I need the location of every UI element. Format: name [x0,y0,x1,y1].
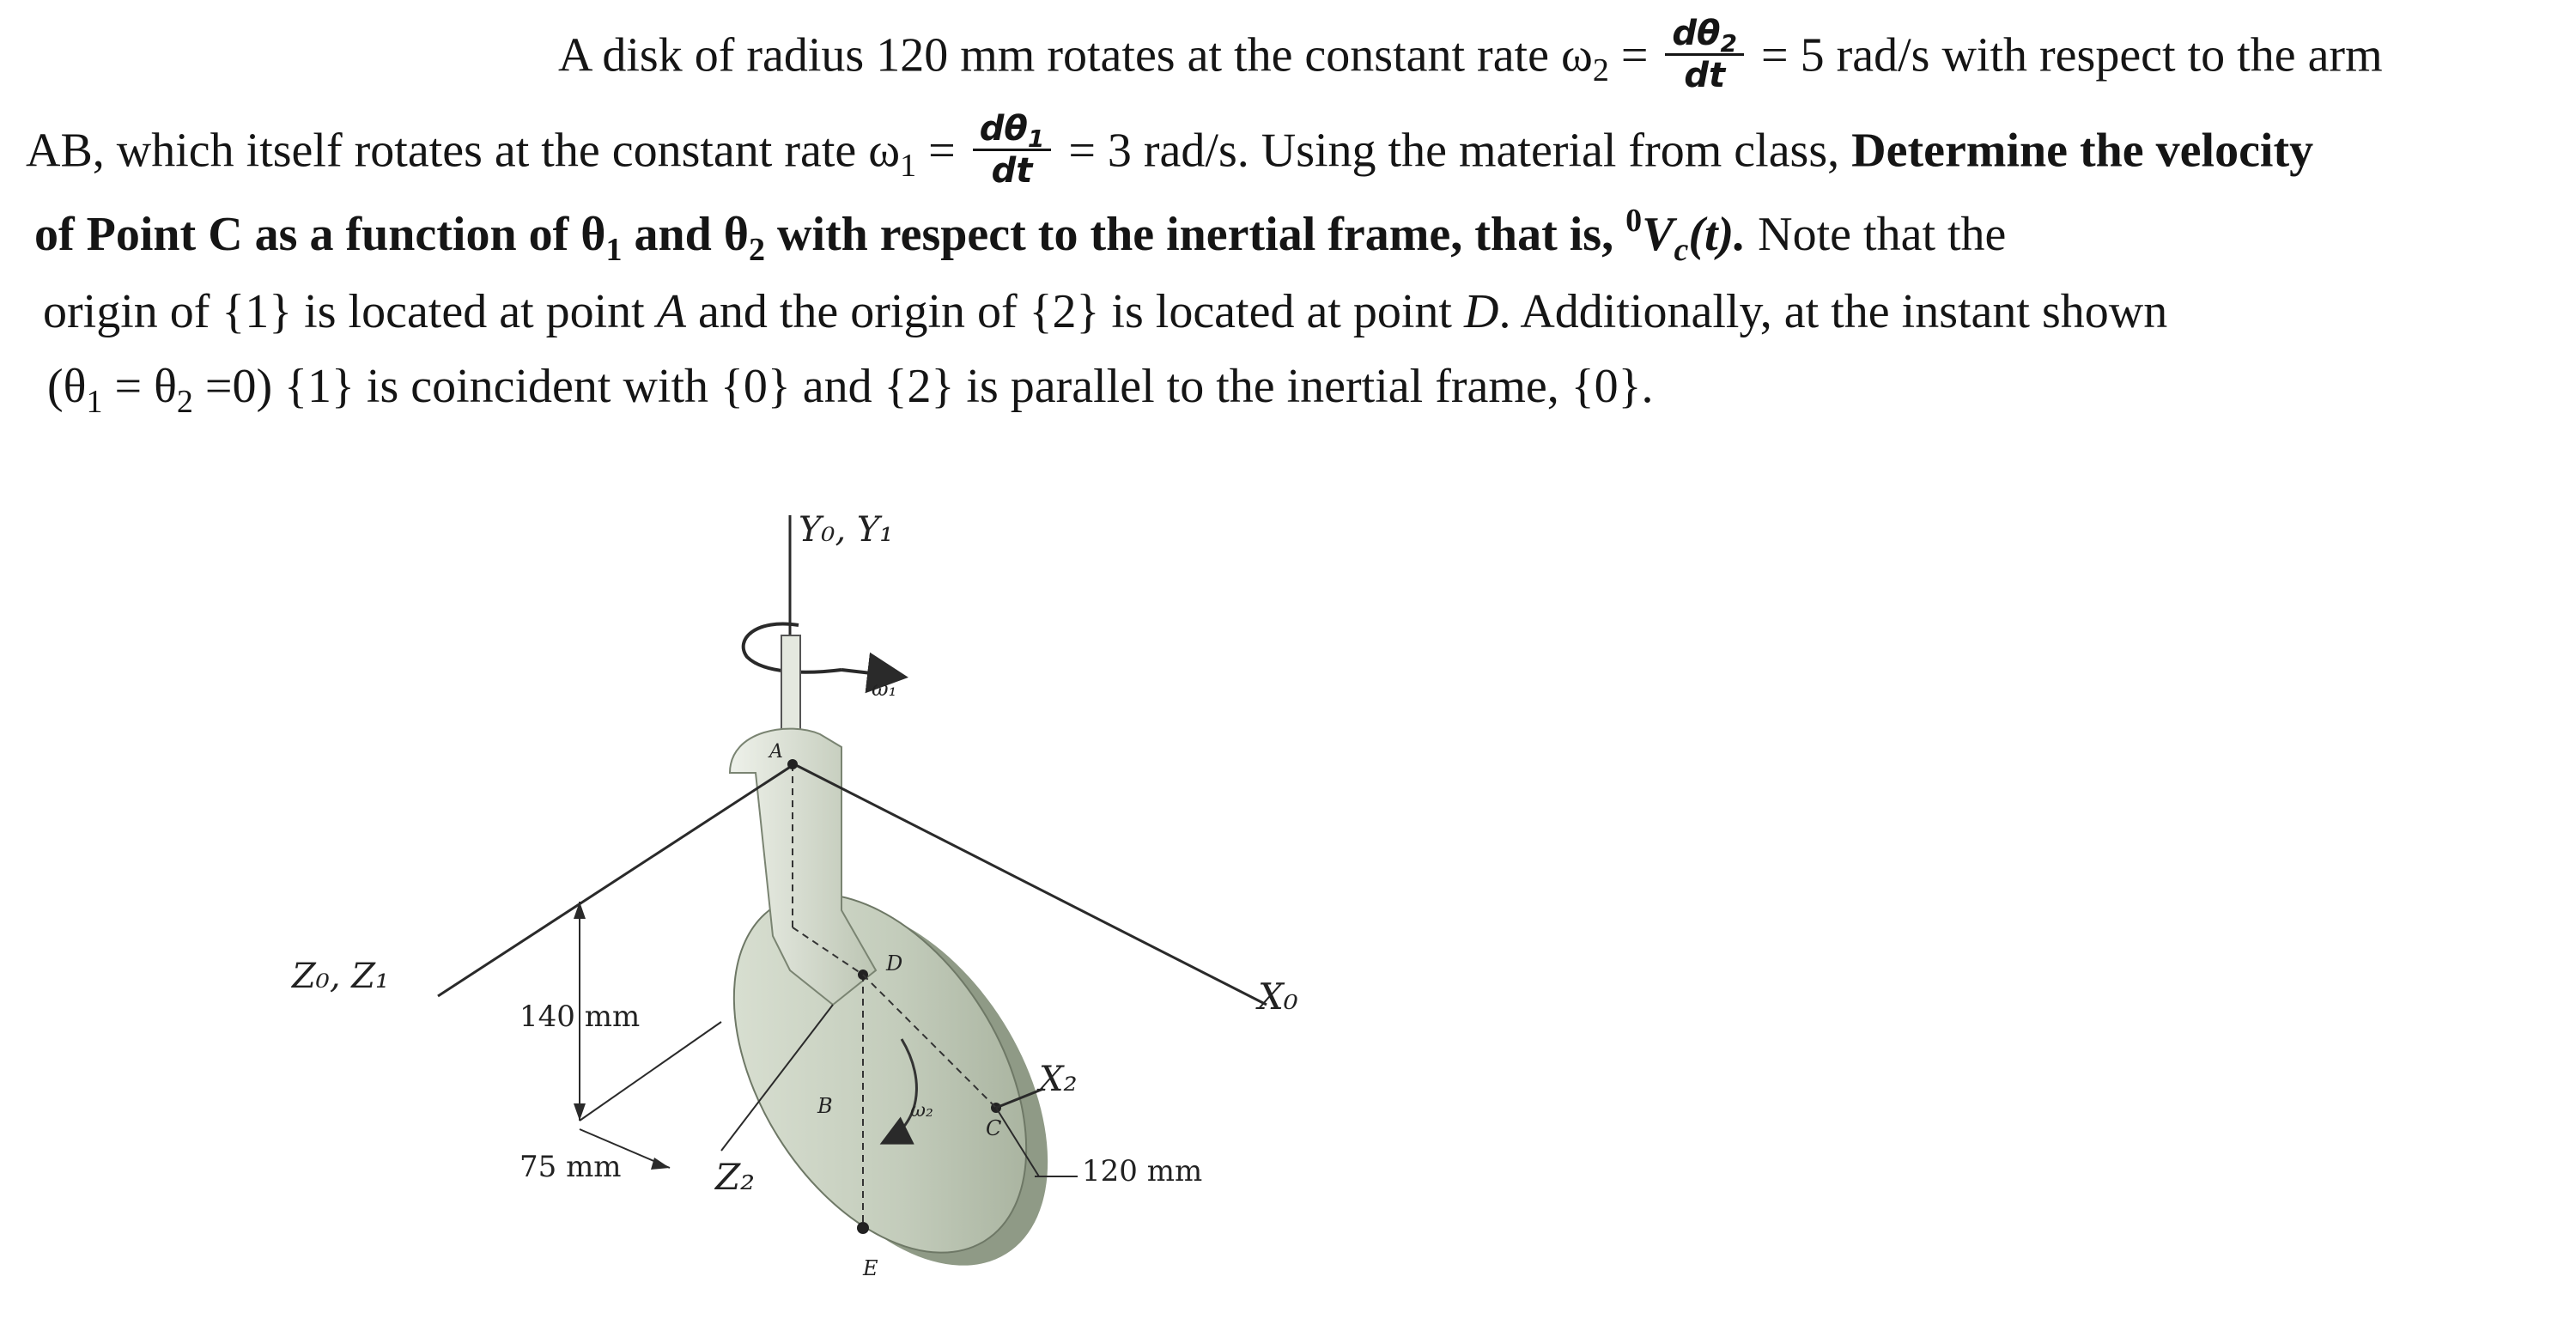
bold-instruction: with respect to the inertial frame, that is, [765,208,1626,261]
label-e: E [863,1256,878,1280]
problem-line-2 [26,109,2314,196]
subscript: 1 [605,232,623,268]
label-b: B [817,1094,833,1118]
text-segment: = 5 rad/s with respect to the arm [1761,28,2383,82]
text-segment: origin of {1} is located at point [43,285,657,338]
problem-line-5 [47,360,1654,420]
bold-instruction: and θ [622,208,749,261]
text-segment: and the origin of {2} is located at point [685,285,1464,338]
equals-sign: = [1620,28,1649,82]
point-a-marker [787,759,798,769]
dim-extension [580,1022,721,1121]
problem-line-4 [43,285,2168,338]
omega1-arrow-tip [841,670,902,677]
dim-140-arrow-top [574,902,586,919]
subscript: c [1674,232,1689,268]
text-segment: = 3 rad/s. Using the material from class, [1068,124,1852,178]
label-x0: X₀ [1258,976,1298,1018]
label-x2: X₂ [1039,1060,1078,1099]
velocity-symbol: V [1642,208,1674,261]
mechanism-diagram [240,489,1357,1314]
subscript: 2 [749,232,765,268]
bold-instruction: Determine the velocity [1851,124,2314,178]
point-e-marker [857,1222,869,1234]
fraction-dtheta2-dt [1665,14,1744,95]
bold-instruction: (t). [1688,208,1747,261]
fraction-numerator: $d\theta_2$ [1665,14,1744,56]
fraction-numerator: $d\theta_1$ [973,109,1052,151]
label-omega2: ω₂ [910,1100,933,1121]
point-a-ref: A [656,285,686,338]
problem-statement [0,0,2576,420]
label-z0-z1: Z₀, Z₁ [292,957,390,996]
label-z2: Z₂ [715,1156,756,1198]
subscript: 2 [176,384,193,420]
text-segment: Note that the [1746,208,2007,261]
text-segment: . Additionally, at the instant shown [1498,285,2168,338]
text-segment: (θ [47,360,87,413]
fraction-denominator: dt [991,151,1033,191]
label-dim-75: 75 mm [519,1150,622,1184]
label-a: A [769,741,783,763]
label-y0-y1: Y₀, Y₁ [799,510,894,550]
fraction-dtheta1-dt [973,109,1052,191]
text-segment: A disk of radius 120 mm rotates at the constant rate ω [558,28,1593,82]
label-dim-120: 120 mm [1082,1154,1203,1188]
subscript: 1 [900,148,917,185]
problem-line-3 [34,203,2007,268]
dim-75-arrow [651,1158,670,1170]
label-dim-140: 140 mm [519,1000,641,1034]
text-segment: AB, which itself rotates at the constant rate ω [26,124,901,178]
equals-sign: = [928,124,956,178]
superscript: 0 [1625,203,1643,239]
problem-line-1 [558,14,2383,100]
text-segment: =0) {1} is coincident with {0} and {2} is parallel to the inertial frame, {0}. [192,360,1654,413]
label-omega1: ω₁ [872,677,897,701]
subscript: 1 [86,384,103,420]
fraction-denominator: dt [1684,56,1726,95]
label-c: C [986,1116,1002,1140]
subscript: 2 [1592,52,1609,89]
disk-arm-figure [240,489,1357,1314]
bold-instruction: of Point C as a function of θ [34,208,606,261]
text-segment: = θ [102,360,177,413]
point-d-ref: D [1463,285,1499,338]
label-d: D [886,951,903,976]
